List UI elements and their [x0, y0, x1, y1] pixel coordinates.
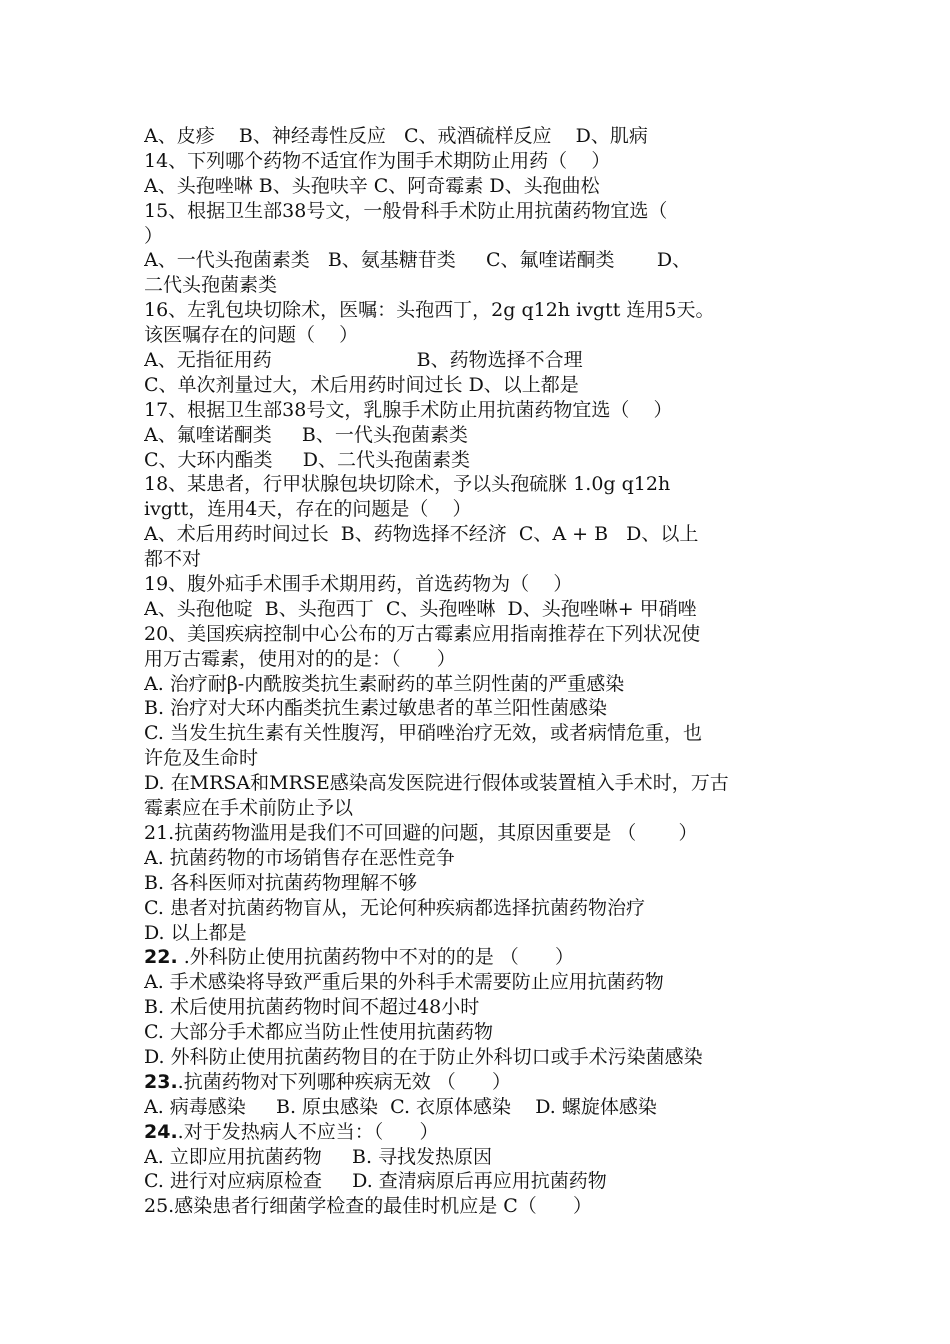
text-line: ）: [144, 224, 164, 247]
text-line: A. 抗菌药物的市场销售存在恶性竞争: [144, 846, 455, 869]
text-line: 二代头孢菌素类: [144, 274, 278, 297]
question-number: 24.: [144, 1120, 178, 1143]
text-line: 用万古霉素，使用对的的是：（ ）: [144, 647, 456, 670]
text-line: A、术后用药时间过长 B、药物选择不经济 C、A + B D、以上: [144, 523, 699, 546]
text-line: 19、腹外疝手术围手术期用药，首选药物为（ ）: [144, 573, 573, 596]
text-line: 许危及生命时: [144, 747, 259, 770]
text-line: 14、下列哪个药物不适宜作为围手术期防止用药（ ）: [144, 149, 611, 172]
text-line: [144, 1070, 814, 1095]
text-line: 15、根据卫生部38号文，一般骨科手术防止用抗菌药物宜选（: [144, 199, 668, 222]
text-line: 16、左乳包块切除术，医嘱：头孢西丁，2g q12h ivgtt 连用5天。: [144, 299, 715, 322]
text-line: ivgtt，连用4天，存在的问题是（ ）: [144, 498, 472, 521]
text-line: C. 进行对应病原检查 D. 查清病原后再应用抗菌药物: [144, 1170, 607, 1193]
document-body: [144, 124, 814, 1219]
text-line: B. 各科医师对抗菌药物理解不够: [144, 871, 418, 894]
text-line: D. 外科防止使用抗菌药物目的在于防止外科切口或手术污染菌感染: [144, 1045, 703, 1068]
text-line: D. 以上都是: [144, 921, 247, 944]
text-line: A、皮疹 B、神经毒性反应 C、戒酒硫样反应 D、肌病: [144, 125, 648, 147]
text-line: A、氟喹诺酮类 B、一代头孢菌素类: [144, 423, 468, 446]
text-line: A. 手术感染将导致严重后果的外科手术需要防止应用抗菌药物: [144, 971, 664, 994]
question-text: .对于发热病人不应当：（ ）: [177, 1120, 439, 1143]
text-line: [144, 945, 814, 970]
text-line: C. 当发生抗生素有关性腹泻，甲硝唑治疗无效，或者病情危重，也: [144, 722, 702, 745]
text-line: [144, 1120, 814, 1145]
question-number: 23.: [144, 1070, 178, 1093]
text-line: C、大环内酯类 D、二代头孢菌素类: [144, 448, 470, 471]
text-line: 17、根据卫生部38号文，乳腺手术防止用抗菌药物宜选（ ）: [144, 398, 673, 421]
text-line: C、单次剂量过大，术后用药时间过长 D、以上都是: [144, 373, 579, 396]
question-text: .抗菌药物对下列哪种疾病无效 （ ）: [177, 1070, 511, 1093]
text-line: 20、美国疾病控制中心公布的万古霉素应用指南推荐在下列状况使: [144, 622, 701, 645]
text-line: D. 在MRSA和MRSE感染高发医院进行假体或装置植入手术时，万古: [144, 772, 729, 795]
text-line: A、一代头孢菌素类 B、氨基糖苷类 C、氟喹诺酮类 D、: [144, 249, 692, 272]
text-line: B. 治疗对大环内酯类抗生素过敏患者的革兰阳性菌感染: [144, 697, 608, 720]
text-line: A. 治疗耐β-内酰胺类抗生素耐药的革兰阴性菌的严重感染: [144, 672, 625, 695]
text-line: A、头孢他啶 B、头孢西丁 C、头孢唑啉 D、头孢唑啉+ 甲硝唑: [144, 597, 697, 620]
text-line: 21.抗菌药物滥用是我们不可回避的问题，其原因重要是 （ ）: [144, 821, 698, 844]
text-line: 都不对: [144, 548, 202, 571]
text-line: B. 术后使用抗菌药物时间不超过48小时: [144, 996, 480, 1019]
text-line: A、头孢唑啉 B、头孢呋辛 C、阿奇霉素 D、头孢曲松: [144, 174, 600, 197]
text-line: 霉素应在手术前防止予以: [144, 797, 354, 820]
text-line: 18、某患者，行甲状腺包块切除术，予以头孢硫脒 1.0g q12h: [144, 473, 671, 496]
question-number: 22.: [144, 946, 178, 969]
text-line: C. 患者对抗菌药物盲从，无论何种疾病都选择抗菌药物治疗: [144, 896, 645, 919]
text-line: A、无指征用药 B、药物选择不合理: [144, 349, 583, 372]
text-line: C. 大部分手术都应当防止性使用抗菌药物: [144, 1021, 493, 1044]
text-line: 25.感染患者行细菌学检查的最佳时机应是 C（ ）: [144, 1195, 593, 1218]
text-line: A. 立即应用抗菌药物 B. 寻找发热原因: [144, 1145, 493, 1168]
text-line: 该医嘱存在的问题（ ）: [144, 324, 359, 347]
text-line: A. 病毒感染 B. 原虫感染 C. 衣原体感染 D. 螺旋体感染: [144, 1095, 657, 1118]
question-text: .外科防止使用抗菌药物中不对的的是 （ ）: [177, 946, 575, 969]
